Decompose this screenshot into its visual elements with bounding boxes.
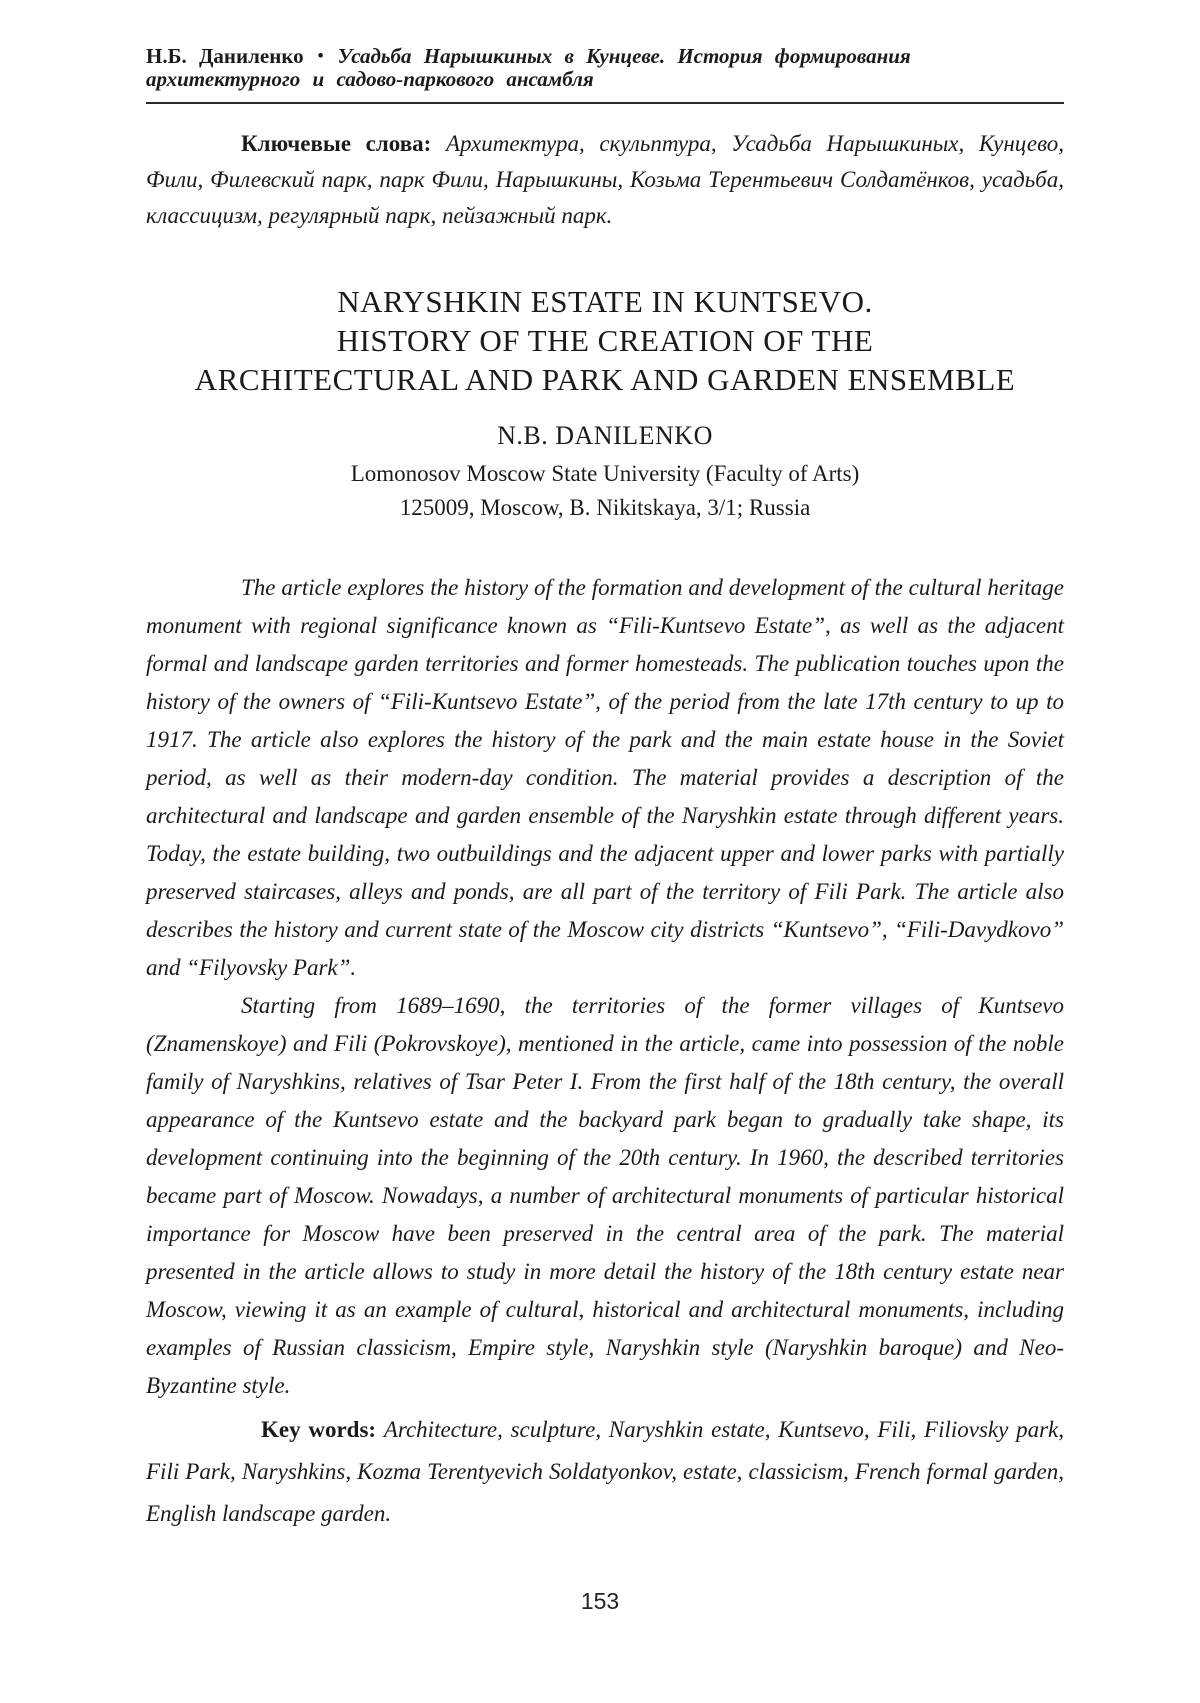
running-head-line1 <box>146 44 1064 68</box>
running-head-title-part1: Усадьба Нарышкиных в Кунцеве. История формирования <box>337 44 911 68</box>
header-rule <box>146 102 1064 104</box>
article-title-line-2: HISTORY OF THE CREATION OF THE <box>336 323 874 358</box>
abstract-paragraph-1: The article explores the history of the formation and development of the cultural heritage monument with regional significance known as “Fili-Kuntsevo Estate”, as well as the adjacent formal and landscape garden territories and former homesteads. The publication touches upon the history of the owners of “Fili-Kuntsevo Estate”, of the period from the late 17th century to up to 1917. The article also explores the history of the park and the main estate house in the Soviet period, as well as their modern-day condition. The material provides a description of the architectural and landscape and garden ensemble of the Naryshkin estate through different years. Today, the estate building, two outbuildings and the adjacent upper and lower parks with partially preserved staircases, alleys and ponds, are all part of the territory of Fili Park. The article also describes the history and current state of the Moscow city districts “Kuntsevo”, “Fili-Davydkovo” and “Filyovsky Park”. <box>146 575 1064 980</box>
article-title-line-1: NARYSHKIN ESTATE IN KUNTSEVO. <box>337 284 873 319</box>
keywords-russian-text: Архитектура, скульптура, Усадьба Нарышкиных, Кунцево, Фили, Филевский парк, парк Фили, Нарышкины, Козьма Терентьевич Солдатёнков, усадьба, классицизм, регулярный парк, пейзажный парк. <box>146 131 1065 228</box>
article-title <box>146 282 1064 399</box>
running-head-text <box>146 44 1064 91</box>
keywords-english <box>146 1409 1064 1535</box>
keywords-russian-label: Ключевые слова: <box>241 131 432 156</box>
bullet-separator-icon: • <box>317 46 324 65</box>
article-title-line-3: ARCHITECTURAL AND PARK AND GARDEN ENSEMBLE <box>194 362 1016 397</box>
keywords-russian <box>146 126 1064 234</box>
abstract-paragraph-2: Starting from 1689–1690, the territories of the former villages of Kuntsevo (Znamenskoye) and Fili (Pokrovskoye), mentioned in the article, came into possession of the noble family of Naryshkins, relatives of Tsar Peter I. From the first half of the 18th century, the overall appearance of the Kuntsevo estate and the backyard park began to gradually take shape, its development continuing into the beginning of the 20th century. In 1960, the described territories became part of Moscow. Nowadays, a number of architectural monuments of particular historical importance for Moscow have been preserved in the central area of the park. The material presented in the article allows to study in more detail the history of the 18th century estate near Moscow, viewing it as an example of cultural, historical and architectural monuments, including examples of Russian classicism, Empire style, Naryshkin style (Naryshkin baroque) and Neo-Byzantine style. <box>146 993 1064 1398</box>
author-name: N.B. DANILENKO <box>497 421 713 450</box>
affiliation-address: 125009, Moscow, B. Nikitskaya, 3/1; Russia <box>399 495 811 520</box>
running-head <box>146 44 1064 104</box>
running-head-author: Н.Б. Даниленко <box>146 44 304 68</box>
running-head-title-part2: архитектурного и садово-паркового ансамбля <box>146 67 594 91</box>
affiliation-university: Lomonosov Moscow State University (Faculty of Arts) <box>350 461 860 486</box>
page-number: 153 <box>580 1588 620 1614</box>
keywords-english-label: Key words: <box>261 1417 377 1442</box>
keywords-english-text: Architecture, sculpture, Naryshkin estate, Kuntsevo, Fili, Filiovsky park, Fili Park, Naryshkins, Kozma Terentyevich Soldatyonkov, estate, classicism, French formal garden, English landscape garden. <box>146 1417 1065 1526</box>
